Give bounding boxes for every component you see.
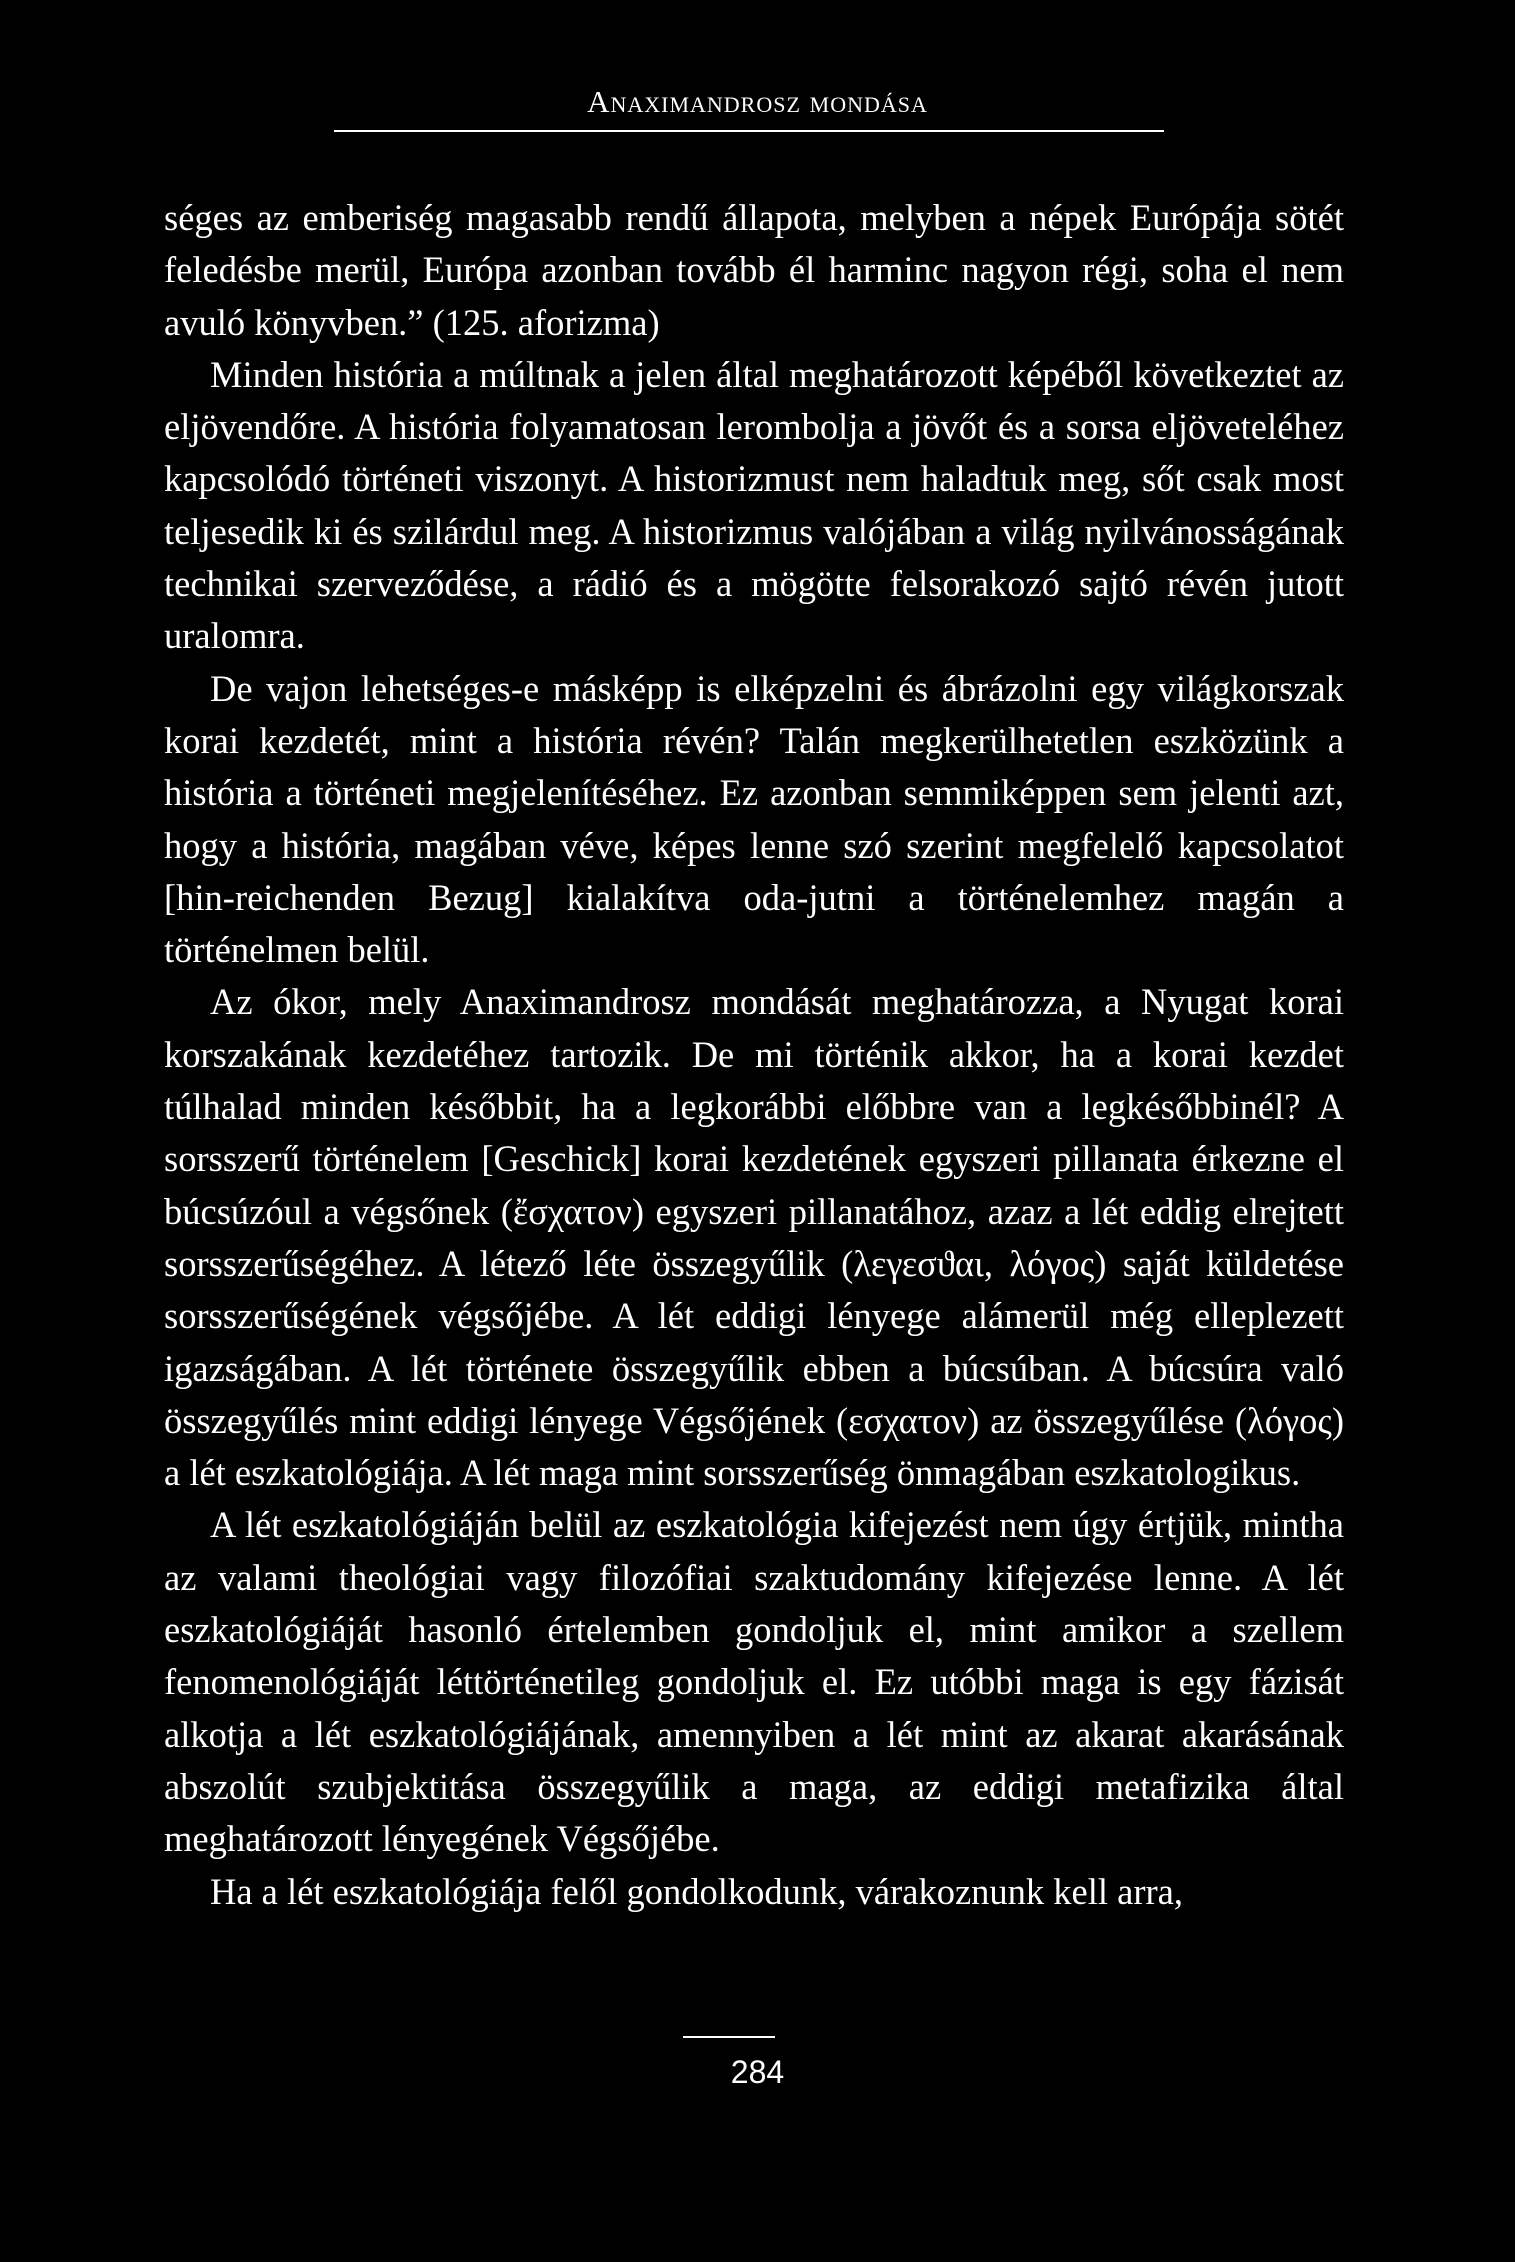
paragraph: De vajon lehetséges-e másképp is elképzelni és ábrázolni egy világkorszak korai kezdetét, mint a história révén? Talán megkerülhetetlen eszközünk a história a történeti megjelenítéséhez. Ez azonban semmiképpen sem jelenti azt, hogy a história, magában véve, képes lenne szó szerint megfelelő kapcsolatot [hin-reichenden Bezug] kialakítva oda-jutni a történelemhez magán a történelmen belül.	[164, 667, 1344, 971]
paragraph: Az ókor, mely Anaximandrosz mondását meghatározza, a Nyugat korai korszakának kezdetéhez tartozik. De mi történik akkor, ha a korai kezdet túlhalad minden későbbit, ha a legkorábbi előbbre van a legkésőbbinél? A sorsszerű történelem [Geschick] korai kezdetének egyszeri pillanata érkezne el búcsúzóul a végsőnek (ἔσχατον) egyszeri pillanatához, azaz a lét eddig elrejtett sorsszerűségéhez. A létező léte összegyűlik (λεγεσϑαι, λόγος) saját küldetése sorsszerűségének végsőjébe. A lét eddigi lényege alámerül még elleplezett igazságában. A lét története összegyűlik ebben a búcsúban. A búcsúra való összegyűlés mint eddigi lényege Végsőjének (εσχατον) az összegyűlése (λόγος) a lét eszkatológiája. A lét maga mint sorsszerűség önmagában eszkatologikus.	[164, 981, 1344, 1494]
footer-rule	[683, 2036, 775, 2038]
header-rule	[334, 130, 1164, 132]
paragraph: Ha a lét eszkatológiája felől gondolkodunk, várakoznunk kell arra,	[210, 1870, 1183, 1912]
running-title: Anaximandrosz mondása	[587, 84, 928, 119]
paragraph: Minden história a múltnak a jelen által meghatározott képéből következtet az eljövendőre. A história folyamatosan lerombolja a jövőt és a sorsa eljöveteléhez kapcsolódó történeti viszonyt. A historizmust nem haladtuk meg, sőt csak most teljesedik ki és szilárdul meg. A historizmus valójában a világ nyilvánosságának technikai szerveződése, a rádió és a mögötte felsorakozó sajtó révén jutott uralomra.	[164, 353, 1344, 657]
page-number: 284	[730, 2054, 785, 2090]
paragraph-continued: séges az emberiség magasabb rendű állapota, melyben a népek Európája sötét feledésbe merül, Európa azonban tovább él harminc nagyon régi, soha el nem avuló könyvben.” (125. aforizma)	[164, 197, 1344, 343]
paragraph: A lét eszkatológiáján belül az eszkatológia kifejezést nem úgy értjük, mintha az valami theológiai vagy filozófiai szaktudomány kifejezése lenne. A lét eszkatológiáját hasonló értelemben gondoljuk el, mint amikor a szellem fenomenológiáját léttörténetileg gondoljuk el. Ez utóbbi maga is egy fázisát alkotja a lét eszkatológiájának, amennyiben a lét mint az akarat akarásának abszolút szubjektitása összegyűlik a maga, az eddigi metafizika által meghatározott lényegének Végsőjébe.	[164, 1504, 1344, 1860]
body-text	[164, 192, 1344, 1918]
